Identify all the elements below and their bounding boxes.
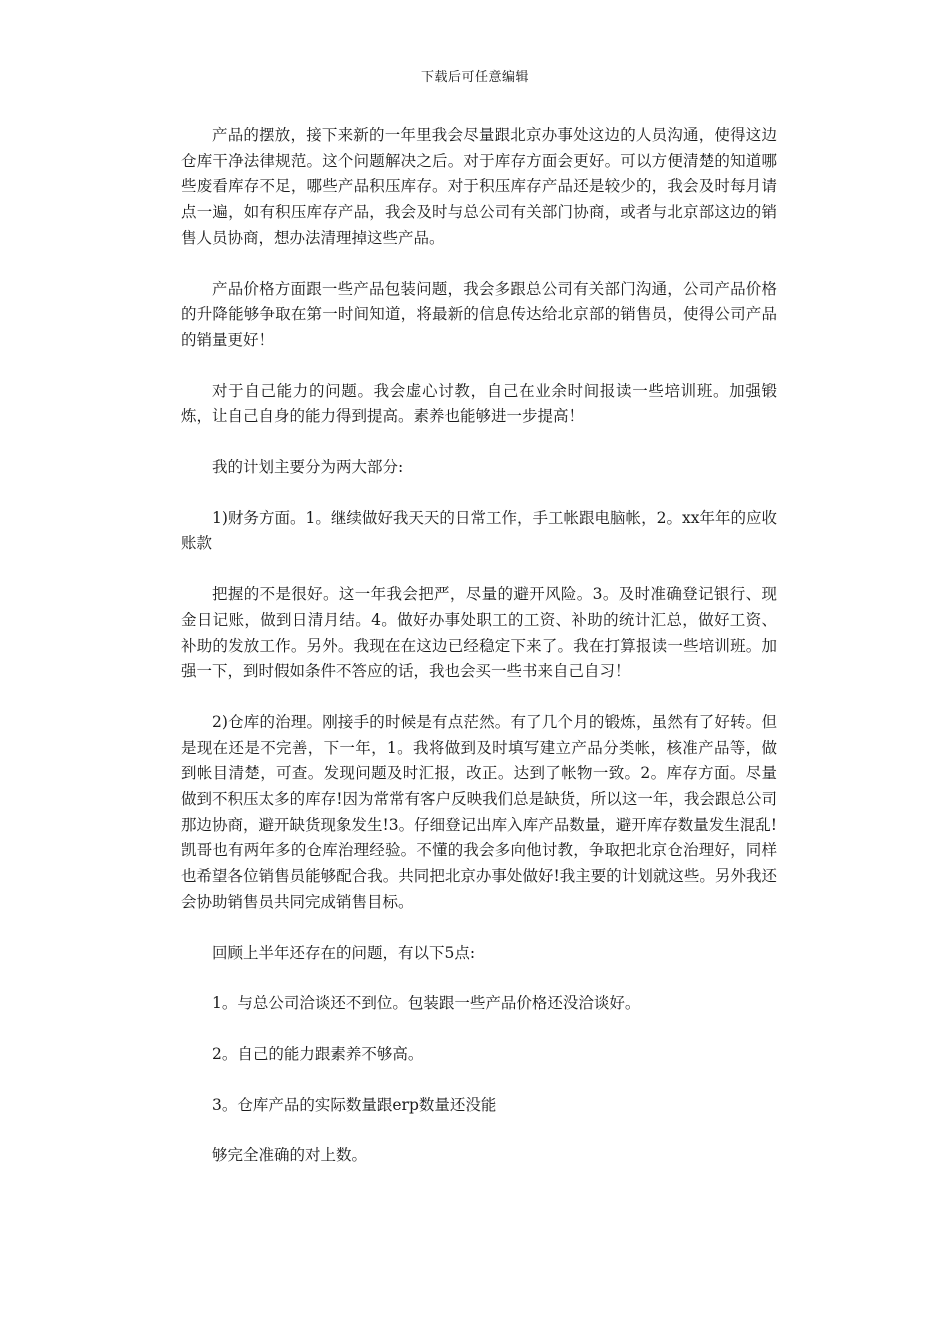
paragraph: 回顾上半年还存在的问题，有以下5点: — [212, 943, 476, 962]
paragraph: 把握的不是很好。这一年我会把严，尽量的避开风险。3。及时准确登记银行、现金日记账，做到日清月结。4。做好办事处职工的工资、补助的统计汇总，做好工资、补助的发放工作。另外。我现在在这边已经稳定下来了。我在打算报读一些培训班。加强一下，到时假如条件不答应的话，我也会买一些书来自己自习！ — [181, 585, 777, 681]
document-body — [181, 123, 777, 1194]
paragraph: 产品的摆放，接下来新的一年里我会尽量跟北京办事处这边的人员沟通，使得这边仓库干净法律规范。这个问题解决之后。对于库存方面会更好。可以方便清楚的知道哪些废看库存不足，哪些产品积压库存。对于积压库存产品还是较少的，我会及时每月请点一遍，如有积压库存产品，我会及时与总公司有关部门协商，或者与北京部这边的销售人员协商，想办法清理掉这些产品。 — [181, 126, 777, 247]
paragraph: 2)仓库的治理。刚接手的时候是有点茫然。有了几个月的锻炼，虽然有了好转。但是现在还是不完善，下一年，1。我将做到及时填写建立产品分类帐，核准产品等，做到帐目清楚，可查。发现问题及时汇报，改正。达到了帐物一致。2。库存方面。尽量做到不积压太多的库存!因为常常有客户反映我们总是缺货，所以这一年，我会跟总公司那边协商，避开缺货现象发生!3。仔细登记出库入库产品数量，避开库存数量发生混乱!凯哥也有两年多的仓库治理经验。不懂的我会多向他讨教，争取把北京仓治理好，同样也希望各位销售员能够配合我。共同把北京办事处做好!我主要的计划就这些。另外我还会协助销售员共同完成销售目标。 — [181, 712, 777, 911]
paragraph: 产品价格方面跟一些产品包装问题，我会多跟总公司有关部门沟通，公司产品价格的升降能够争取在第一时间知道，将最新的信息传达给北京部的销售员，使得公司产品的销量更好！ — [181, 279, 777, 349]
list-item: 1。与总公司洽谈还不到位。包装跟一些产品价格还没洽谈好。 — [212, 994, 641, 1013]
page-header: 下载后可任意编辑 — [420, 70, 529, 85]
paragraph: 1)财务方面。1。继续做好我天天的日常工作，手工帐跟电脑帐，2。xx年年的应收账款 — [181, 508, 777, 553]
list-item: 2。自己的能力跟素养不够高。 — [212, 1044, 424, 1063]
paragraph: 对于自己能力的问题。我会虚心讨教，自己在业余时间报读一些培训班。加强锻炼，让自己自身的能力得到提高。素养也能够进一步提高！ — [181, 381, 777, 426]
list-item: 3。仓库产品的实际数量跟erp数量还没能 — [212, 1095, 497, 1114]
paragraph: 我的计划主要分为两大部分: — [212, 458, 404, 477]
paragraph: 够完全准确的对上数。 — [212, 1146, 368, 1165]
